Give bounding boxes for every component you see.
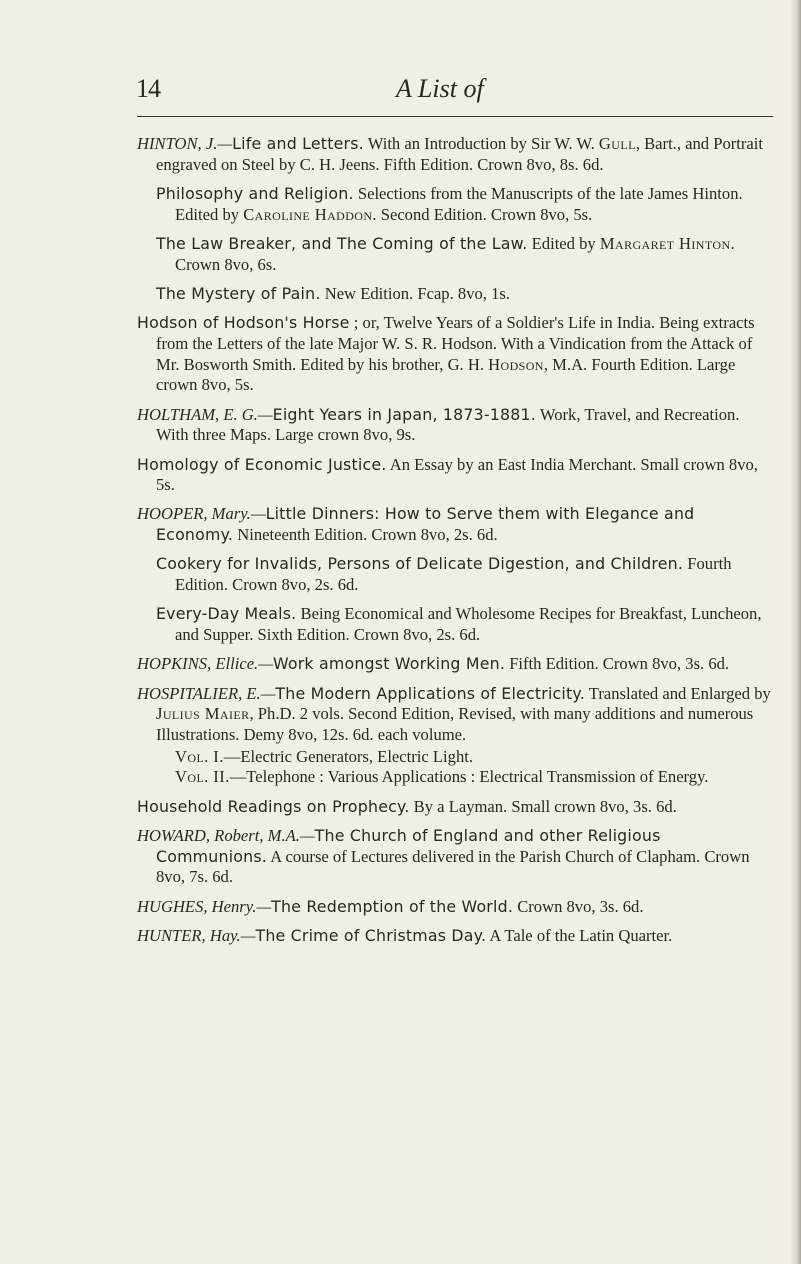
page-edge	[791, 0, 801, 1264]
entry-title: The Church of England and other Religious Communions.	[156, 825, 661, 866]
catalogue-entry	[137, 926, 775, 947]
volume-item	[175, 767, 775, 788]
entry-smallcaps-name: Caroline Haddon	[243, 204, 373, 224]
entry-description: Work, Travel, and Recreation. With three Maps. Large crown 8vo, 9s.	[156, 404, 740, 445]
catalogue-entry	[137, 897, 775, 918]
catalogue-entry	[156, 234, 775, 275]
entry-title: Little Dinners: How to Serve them with Elegance and Economy.	[156, 504, 695, 545]
entry-description: Translated and Enlarged by	[584, 683, 771, 703]
entry-author: HOWARD, Robert, M.A.—	[137, 825, 315, 845]
entry-author: HOPKINS, Ellice.—	[137, 654, 273, 674]
catalogue-entry	[137, 405, 775, 446]
running-title: A List of	[396, 74, 484, 103]
catalogue-entry	[137, 797, 775, 818]
catalogue-entry	[137, 504, 775, 545]
entry-title: Household Readings on Prophecy.	[137, 796, 410, 816]
entry-description: An Essay by an East India Merchant. Small crown 8vo, 5s.	[156, 454, 758, 495]
catalogue-list	[137, 134, 775, 955]
catalogue-entry	[137, 313, 775, 395]
catalogue-entry	[156, 554, 775, 595]
catalogue-entry	[137, 654, 775, 675]
volume-item	[175, 747, 775, 768]
volume-text: —Telephone : Various Applications : Electrical Transmission of Energy.	[229, 767, 709, 787]
entry-description: Edited by	[527, 233, 600, 253]
entry-author: HOOPER, Mary.—	[137, 504, 266, 524]
entry-description: Crown 8vo, 3s. 6d.	[513, 896, 644, 916]
entry-title: The Crime of Christmas Day.	[255, 925, 487, 945]
entry-title: Work amongst Working Men.	[272, 654, 506, 674]
entry-description-cont: . Crown 8vo, 6s.	[175, 233, 735, 274]
catalogue-entry	[156, 184, 775, 225]
catalogue-entry	[156, 284, 775, 305]
entry-description-cont: , Ph.D. 2 vols. Second Edition, Revised, with many additions and numerous Illustrations. Demy 8vo, 12s. 6d. each volume.	[156, 704, 754, 745]
header-rule	[137, 116, 773, 117]
entry-description: Nineteenth Edition. Crown 8vo, 2s. 6d.	[233, 525, 498, 545]
entry-title: The Mystery of Pain.	[156, 283, 321, 303]
catalogue-entry	[137, 826, 775, 888]
page-number: 14	[136, 74, 160, 103]
catalogue-entry	[137, 684, 775, 746]
entry-author: HUGHES, Henry.—	[137, 896, 272, 916]
entry-description: A course of Lectures delivered in the Parish Church of Clapham. Crown 8vo, 7s. 6d.	[156, 846, 750, 887]
entry-description: Fifth Edition. Crown 8vo, 3s. 6d.	[505, 654, 730, 674]
entry-description: With an Introduction by Sir W. W.	[363, 134, 599, 153]
entry-smallcaps-name: Hodson	[488, 354, 544, 374]
entry-title: The Modern Applications of Electricity.	[275, 683, 585, 703]
entry-title: Homology of Economic Justice.	[137, 454, 387, 474]
entry-description-cont: , M.A. Fourth Edition. Large crown 8vo, 5s.	[156, 354, 736, 395]
entry-author: HOLTHAM, E. G.—	[137, 404, 273, 424]
volume-label: Vol. I.	[175, 746, 224, 766]
entry-title: Eight Years in Japan, 1873-1881.	[272, 404, 537, 424]
entry-title: The Redemption of the World.	[271, 896, 514, 916]
entry-title: Hodson of Hodson's Horse	[137, 313, 350, 333]
entry-title: Philosophy and Religion.	[156, 183, 354, 203]
entry-description: Selections from the Manuscripts of the late James Hinton. Edited by	[175, 183, 743, 224]
entry-smallcaps-name: Margaret Hinton	[599, 233, 731, 253]
catalogue-entry	[137, 134, 775, 175]
catalogue-entry	[156, 604, 775, 645]
entry-title: Life and Letters.	[232, 134, 364, 153]
entry-smallcaps-name: Julius Maier	[156, 704, 250, 724]
entry-title: The Law Breaker, and The Coming of the Law.	[156, 233, 528, 253]
entry-smallcaps-name: Gull	[598, 134, 636, 153]
entry-description: By a Layman. Small crown 8vo, 3s. 6d.	[409, 796, 677, 816]
entry-description: A Tale of the Latin Quarter.	[486, 925, 673, 945]
catalogue-entry	[137, 455, 775, 496]
entry-description: ; or, Twelve Years of a Soldier's Life in India. Being extracts from the Letters of the late Major W. S. R. Hodson. With a Vindication from the Attack of Mr. Bosworth Smith. Edited by his brother, G. H.	[156, 313, 755, 374]
entry-title: Every-Day Meals.	[156, 604, 297, 624]
entry-title: Cookery for Invalids, Persons of Delicate Digestion, and Children.	[156, 554, 684, 574]
volume-label: Vol. II.	[175, 767, 230, 787]
entry-author: HOSPITALIER, E.—	[137, 683, 276, 703]
entry-description: Being Economical and Wholesome Recipes for Breakfast, Luncheon, and Supper. Sixth Edition. Crown 8vo, 2s. 6d.	[175, 604, 762, 645]
page-header	[0, 74, 801, 124]
volume-list	[156, 747, 775, 788]
volume-text: —Electric Generators, Electric Light.	[223, 746, 474, 766]
entry-author: HINTON, J.—	[137, 134, 233, 153]
entry-author: HUNTER, Hay.—	[137, 925, 256, 945]
entry-description: Fourth Edition. Crown 8vo, 2s. 6d.	[175, 554, 732, 595]
entry-description: New Edition. Fcap. 8vo, 1s.	[320, 283, 510, 303]
entry-description-cont: . Second Edition. Crown 8vo, 5s.	[372, 204, 593, 224]
entry-description-cont: , Bart., and Portrait engraved on Steel by C. H. Jeens. Fifth Edition. Crown 8vo, 8s. 6d.	[156, 134, 764, 174]
